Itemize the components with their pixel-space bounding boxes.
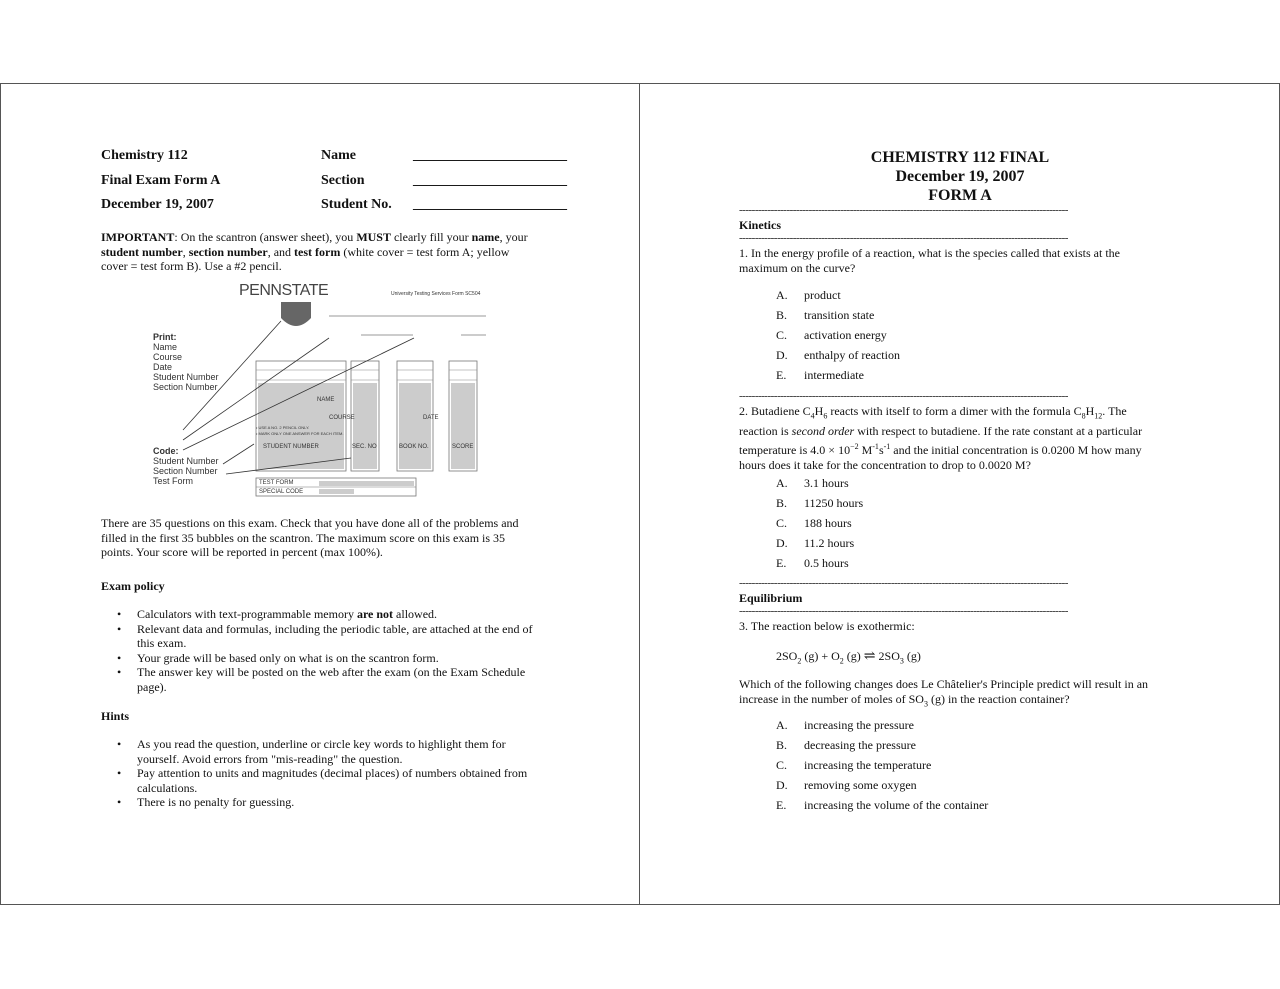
- name-label: Name: [321, 148, 356, 163]
- scan-student-number: STUDENT NUMBER: [263, 444, 319, 450]
- eq-subscript: 2: [797, 656, 802, 666]
- code-item-student-number: Student Number: [153, 456, 219, 466]
- option-text: intermediate: [804, 368, 864, 382]
- exam-policy-list: [101, 607, 546, 694]
- eq-text: (g): [843, 649, 864, 663]
- final-form: FORM A: [928, 187, 992, 204]
- policy-item: [101, 607, 546, 622]
- question-3-line: Which of the following changes does Le Châtelier's Principle predict will result in an: [739, 677, 1149, 691]
- important-text: ,: [182, 244, 189, 259]
- scan-note1: • USE A NO. 2 PENCIL ONLY.: [256, 425, 310, 430]
- scantron-subtitle: University Testing Services Form SC504: [391, 291, 481, 297]
- important-text: : On the scantron (answer sheet), you: [174, 230, 357, 244]
- q2-italic: second order: [791, 423, 855, 438]
- option-letter: C.: [776, 328, 788, 342]
- final-title: CHEMISTRY 112 FINAL: [870, 149, 1050, 166]
- option-text: 0.5 hours: [804, 556, 849, 570]
- policy-emphasis: are not: [356, 607, 394, 621]
- question-3-line: [739, 692, 1169, 712]
- option-letter: B.: [776, 496, 788, 510]
- policy-item: • The answer key will be posted on the web after the exam (on the Exam Schedule page).: [101, 665, 546, 694]
- scan-sec-no: SEC. NO: [352, 444, 377, 450]
- option-text: 3.1 hours: [804, 476, 849, 490]
- important-name: name: [471, 230, 500, 244]
- option-text: increasing the pressure: [804, 718, 914, 732]
- important-test-form: test form: [294, 244, 341, 259]
- important-text: (white cover = test form A; yellow: [340, 244, 510, 259]
- important-text: , and: [267, 244, 295, 259]
- course-title: Chemistry 112: [101, 148, 188, 163]
- scan-score: SCORE: [452, 444, 474, 450]
- option-text: enthalpy of reaction: [804, 348, 900, 362]
- eq-text: (g) + O: [801, 649, 840, 663]
- option-letter: D.: [776, 778, 788, 792]
- code-legend: [153, 446, 219, 486]
- divider: --------------------------------------------------------------------------------------------------------: [739, 605, 1068, 617]
- divider: --------------------------------------------------------------------------------------------------------: [739, 204, 1068, 216]
- option-text: increasing the volume of the container: [804, 798, 989, 812]
- eq-text: 2SO: [776, 649, 798, 663]
- q2-text: reacts with itself to form a dimer with the formula C: [827, 404, 1082, 418]
- important-label: IMPORTANT: [101, 230, 175, 244]
- option-text: decreasing the pressure: [804, 738, 916, 752]
- right-page: [640, 83, 1280, 905]
- scan-course: COURSE: [329, 415, 355, 421]
- policy-text: Calculators with text-programmable memory: [137, 607, 357, 621]
- option-letter: C.: [776, 516, 788, 530]
- option-letter: E.: [776, 556, 787, 570]
- hints-list: [101, 737, 546, 810]
- question-2-line4: hours does it take for the concentration to drop to 0.0020 M?: [739, 457, 1031, 472]
- q2-text: M: [858, 443, 873, 458]
- equilibrium-arrow-icon: ⇌: [863, 649, 876, 664]
- print-item-date: Date: [153, 362, 173, 372]
- q3-text: (g) in the reaction container?: [927, 691, 1070, 706]
- option-letter: A.: [776, 476, 788, 490]
- q2-subscript: 12: [1094, 411, 1103, 421]
- final-date: December 19, 2007: [895, 168, 1025, 185]
- intro-line: There are 35 questions on this exam. Check that you have done all of the problems and: [101, 516, 519, 530]
- q3-subscript: 3: [923, 698, 928, 708]
- option-letter: B.: [776, 308, 788, 322]
- option-letter: A.: [776, 718, 788, 732]
- question-1-text: maximum on the curve?: [739, 260, 856, 275]
- exam-date: December 19, 2007: [101, 197, 214, 212]
- student-no-blank: ______________________: [413, 197, 567, 212]
- name-blank: ______________________: [413, 148, 567, 163]
- print-item-section-number: Section Number: [153, 382, 218, 392]
- intro-line: points. Your score will be reported in percent (max 100%).: [101, 545, 383, 559]
- question-2-line2: [739, 424, 1169, 439]
- student-no-label: Student No.: [321, 197, 392, 212]
- intro-paragraph: [101, 516, 551, 560]
- option-letter: C.: [776, 758, 788, 772]
- section-label: Section: [321, 173, 365, 188]
- code-label: Code:: [153, 446, 179, 456]
- section-kinetics: Kinetics: [739, 218, 781, 232]
- q2-text: H: [1085, 404, 1095, 418]
- q2-subscript: 6: [823, 411, 828, 421]
- code-item-section-number: Section Number: [153, 466, 218, 476]
- hint-item: • Pay attention to units and magnitudes (decimal places) of numbers obtained from calculations.: [101, 766, 546, 795]
- eq-subscript: 2: [839, 656, 844, 666]
- q2-text: reaction is: [739, 423, 792, 438]
- option-text: 11250 hours: [804, 496, 864, 510]
- important-must: MUST: [356, 230, 391, 244]
- intro-line: filled in the first 35 bubbles on the scantron. The maximum score on this exam is 35: [101, 530, 506, 545]
- option-text: increasing the temperature: [804, 758, 932, 772]
- reaction-equation: [776, 649, 921, 669]
- policy-text: allowed.: [393, 607, 438, 621]
- question-2-line1: [739, 404, 1169, 424]
- option-text: removing some oxygen: [804, 778, 917, 792]
- divider: --------------------------------------------------------------------------------------------------------: [739, 232, 1068, 244]
- important-text: , your: [499, 230, 528, 244]
- important-section-number: section number: [188, 244, 268, 259]
- scan-name: NAME: [317, 397, 335, 403]
- divider: --------------------------------------------------------------------------------------------------------: [739, 577, 1068, 589]
- q2-text: s: [878, 443, 884, 458]
- eq-subscript: 3: [899, 656, 904, 666]
- exam-policy-title: Exam policy: [101, 579, 165, 593]
- option-text: 11.2 hours: [804, 536, 855, 550]
- policy-item: • Your grade will be based only on what is on the scantron form.: [101, 651, 546, 666]
- option-letter: B.: [776, 738, 788, 752]
- code-item-test-form: Test Form: [153, 476, 194, 486]
- scan-date: DATE: [423, 415, 439, 421]
- question-1: [739, 246, 1169, 275]
- question-1-text: 1. In the energy profile of a reaction, what is the species called that exists at the: [739, 246, 1120, 260]
- scan-special-code: SPECIAL CODE: [259, 489, 304, 495]
- q3-text: increase in the number of moles of SO: [739, 691, 924, 706]
- important-text: clearly fill your: [390, 230, 472, 244]
- print-item-student-number: Student Number: [153, 372, 219, 382]
- question-3-prompt: [739, 677, 1169, 711]
- section-equilibrium: Equilibrium: [739, 591, 803, 605]
- option-text: activation energy: [804, 328, 887, 342]
- scan-test-form: TEST FORM: [259, 480, 294, 486]
- option-letter: D.: [776, 348, 788, 362]
- policy-item: • Relevant data and formulas, including the periodic table, are attached at the end of this exam.: [101, 622, 546, 651]
- q2-text: 2. Butadiene C: [739, 404, 811, 418]
- option-text: transition state: [804, 308, 875, 322]
- important-text: cover = test form B). Use a #2 pencil.: [101, 259, 282, 273]
- q2-text: and the initial concentration is 0.0200 M how many: [890, 443, 1142, 458]
- question-2-line3: [739, 440, 1169, 458]
- option-letter: A.: [776, 288, 788, 302]
- q2-text: H: [814, 404, 824, 418]
- option-letter: D.: [776, 536, 788, 550]
- q2-subscript: 4: [810, 411, 815, 421]
- scan-note2: • MARK ONLY ONE ANSWER FOR EACH ITEM.: [256, 431, 344, 436]
- q2-superscript: -1: [883, 442, 891, 452]
- print-legend: [153, 332, 219, 392]
- print-item-name: Name: [153, 342, 178, 352]
- left-page: [0, 83, 640, 905]
- hints-title: Hints: [101, 709, 130, 723]
- hint-item: • There is no penalty for guessing.: [101, 795, 546, 810]
- important-student-number: student number: [101, 244, 183, 259]
- important-note: [101, 230, 541, 274]
- q2-text: . The: [1102, 404, 1127, 418]
- eq-text: 2SO: [875, 649, 900, 663]
- divider: --------------------------------------------------------------------------------------------------------: [739, 390, 1068, 402]
- q2-text: temperature is 4.0 × 10: [739, 443, 851, 458]
- option-letter: E.: [776, 368, 787, 382]
- q2-text: with respect to butadiene. If the rate constant at a particular: [854, 423, 1143, 438]
- option-letter: E.: [776, 798, 787, 812]
- q2-superscript: −2: [850, 442, 859, 452]
- question-2: [739, 404, 1169, 472]
- section-blank: ______________________: [413, 173, 567, 188]
- option-text: product: [804, 288, 841, 302]
- scan-book-no: BOOK NO.: [399, 444, 429, 450]
- option-text: 188 hours: [804, 516, 852, 530]
- question-3-text: 3. The reaction below is exothermic:: [739, 619, 915, 633]
- hint-item: • As you read the question, underline or circle key words to highlight them for yourself. Avoid errors from "mis-reading" the question.: [101, 737, 546, 766]
- q2-subscript: 8: [1081, 411, 1086, 421]
- eq-text: (g): [903, 649, 921, 663]
- print-item-course: Course: [153, 352, 183, 362]
- exam-form: Final Exam Form A: [101, 173, 221, 188]
- pennstate-logo: PENNSTATE: [239, 282, 329, 299]
- print-label: Print:: [153, 332, 177, 342]
- q2-superscript: -1: [872, 442, 879, 452]
